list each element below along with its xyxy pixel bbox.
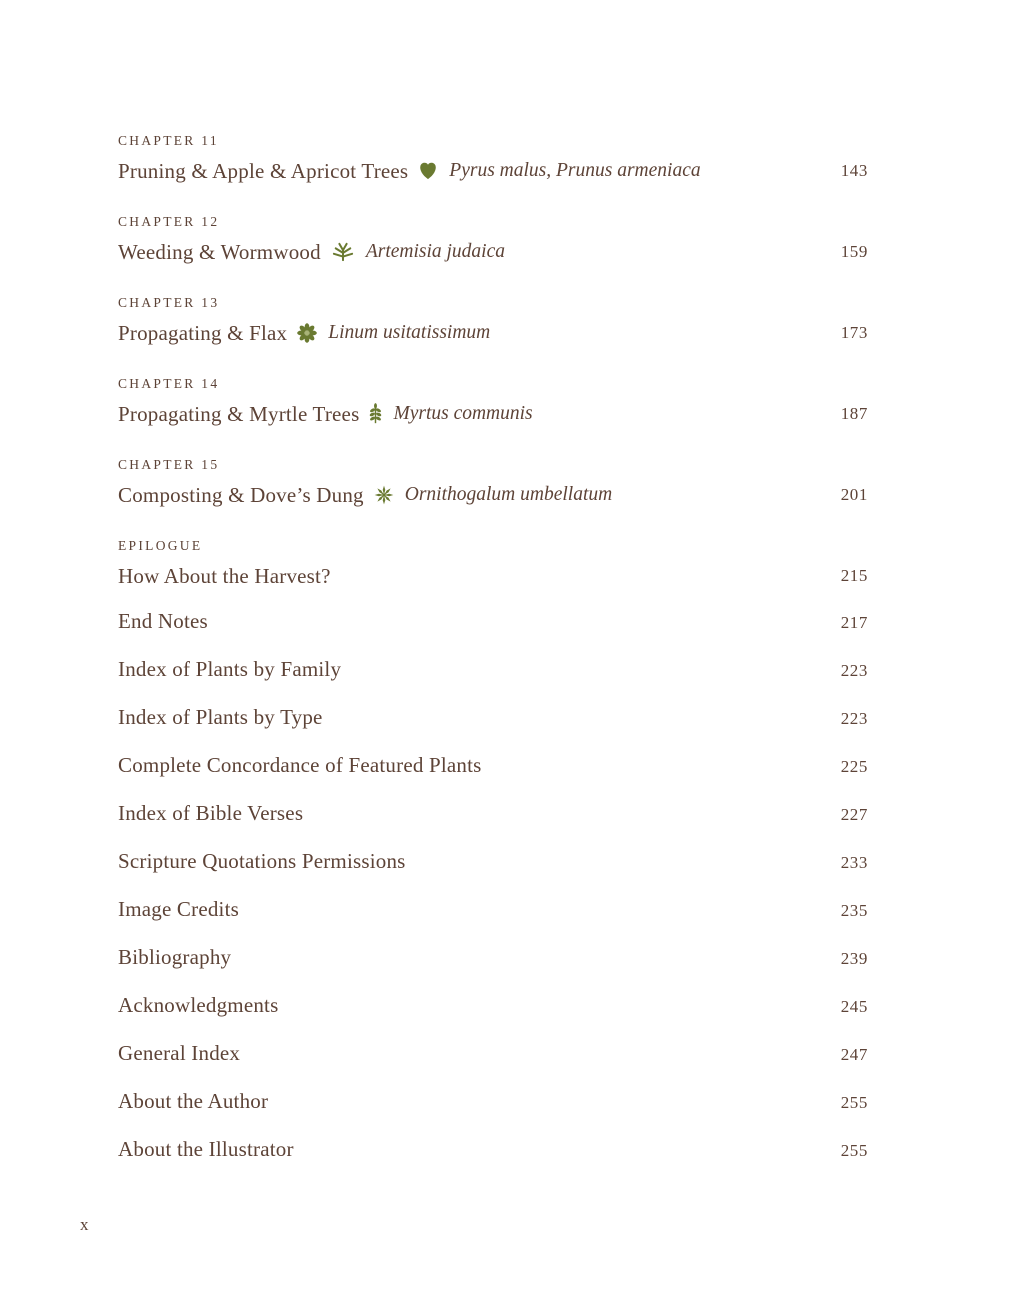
toc-chapter-entry bbox=[118, 133, 868, 185]
epilogue-title: How About the Harvest? bbox=[118, 564, 331, 588]
table-of-contents bbox=[118, 133, 868, 1183]
toc-entry-title: Index of Bible Verses bbox=[118, 801, 304, 825]
star-of-bethlehem-icon bbox=[373, 484, 395, 506]
chapter-latin-name: Artemisia judaica bbox=[365, 241, 506, 262]
chapter-page-number: 173 bbox=[840, 323, 868, 342]
myrtle-sprig-icon bbox=[368, 403, 383, 425]
folio-page-number: x bbox=[80, 1215, 89, 1234]
toc-chapter-entry bbox=[118, 295, 868, 347]
chapter-title: Weeding & Wormwood bbox=[118, 240, 321, 264]
chapter-title: Composting & Dove’s Dung bbox=[118, 483, 364, 507]
toc-entry-title: Bibliography bbox=[118, 945, 232, 969]
chapter-latin-name: Linum usitatissimum bbox=[328, 322, 491, 343]
toc-entry-page-number: 233 bbox=[840, 853, 868, 872]
toc-entry-page-number: 223 bbox=[840, 709, 868, 728]
chapter-latin-name: Ornithogalum umbellatum bbox=[404, 484, 613, 505]
toc-chapter-entry bbox=[118, 376, 868, 428]
toc-entry bbox=[118, 751, 868, 781]
flax-flower-icon bbox=[296, 322, 318, 344]
toc-entry-page-number: 255 bbox=[840, 1141, 868, 1160]
toc-entry-title: Scripture Quotations Permissions bbox=[118, 849, 406, 873]
toc-entry bbox=[118, 943, 868, 973]
chapter-title-row bbox=[118, 319, 868, 347]
apple-icon bbox=[417, 160, 439, 182]
chapter-title: Pruning & Apple & Apricot Trees bbox=[118, 159, 409, 183]
toc-entry-title: Complete Concordance of Featured Plants bbox=[118, 753, 482, 777]
toc-entry bbox=[118, 607, 868, 637]
toc-entry bbox=[118, 703, 868, 733]
toc-entry bbox=[118, 847, 868, 877]
toc-entry-title: General Index bbox=[118, 1041, 241, 1065]
chapter-page-number: 159 bbox=[840, 242, 868, 261]
chapter-title-row bbox=[118, 238, 868, 266]
toc-entry-title: About the Author bbox=[118, 1089, 269, 1113]
toc-chapter-entry bbox=[118, 457, 868, 509]
toc-entry-title: About the Illustrator bbox=[118, 1137, 294, 1161]
chapter-eyebrow: CHAPTER 12 bbox=[118, 214, 220, 229]
toc-entry-title: Image Credits bbox=[118, 897, 239, 921]
toc-entry bbox=[118, 1087, 868, 1117]
chapter-latin-name: Myrtus communis bbox=[393, 403, 533, 424]
toc-entry-title: Index of Plants by Family bbox=[118, 657, 342, 681]
chapter-page-number: 187 bbox=[840, 404, 868, 423]
epilogue-eyebrow: EPILOGUE bbox=[118, 538, 203, 553]
chapter-title-row bbox=[118, 400, 868, 428]
toc-entry-page-number: 247 bbox=[840, 1045, 868, 1064]
toc-entry-page-number: 223 bbox=[840, 661, 868, 680]
toc-entry-page-number: 245 bbox=[840, 997, 868, 1016]
chapter-latin-name: Pyrus malus, Prunus armeniaca bbox=[449, 160, 701, 181]
toc-entry bbox=[118, 1135, 868, 1165]
toc-entry bbox=[118, 799, 868, 829]
chapter-title-row bbox=[118, 157, 868, 185]
chapter-eyebrow: CHAPTER 13 bbox=[118, 295, 220, 310]
toc-entry bbox=[118, 895, 868, 925]
toc-entry bbox=[118, 655, 868, 685]
chapter-title: Propagating & Myrtle Trees bbox=[118, 402, 360, 426]
chapter-title-row bbox=[118, 481, 868, 509]
epilogue-title-row bbox=[118, 562, 868, 590]
toc-epilogue-entry bbox=[118, 538, 868, 590]
toc-entry-page-number: 217 bbox=[840, 613, 868, 632]
toc-entry-page-number: 255 bbox=[840, 1093, 868, 1112]
chapter-page-number: 143 bbox=[840, 161, 868, 180]
chapter-page-number: 201 bbox=[840, 485, 868, 504]
wormwood-sprig-icon bbox=[330, 242, 356, 262]
toc-chapter-entry bbox=[118, 214, 868, 266]
toc-entry-page-number: 239 bbox=[840, 949, 868, 968]
toc-entry bbox=[118, 991, 868, 1021]
toc-entry-page-number: 235 bbox=[840, 901, 868, 920]
epilogue-page-number: 215 bbox=[840, 566, 868, 585]
toc-entry-title: End Notes bbox=[118, 609, 208, 633]
toc-entry-title: Index of Plants by Type bbox=[118, 705, 323, 729]
toc-entry-page-number: 227 bbox=[840, 805, 868, 824]
chapter-title: Propagating & Flax bbox=[118, 321, 288, 345]
chapter-eyebrow: CHAPTER 11 bbox=[118, 133, 219, 148]
chapter-eyebrow: CHAPTER 15 bbox=[118, 457, 220, 472]
chapter-eyebrow: CHAPTER 14 bbox=[118, 376, 220, 391]
toc-entry-title: Acknowledgments bbox=[118, 993, 279, 1017]
toc-entry-page-number: 225 bbox=[840, 757, 868, 776]
toc-entry bbox=[118, 1039, 868, 1069]
